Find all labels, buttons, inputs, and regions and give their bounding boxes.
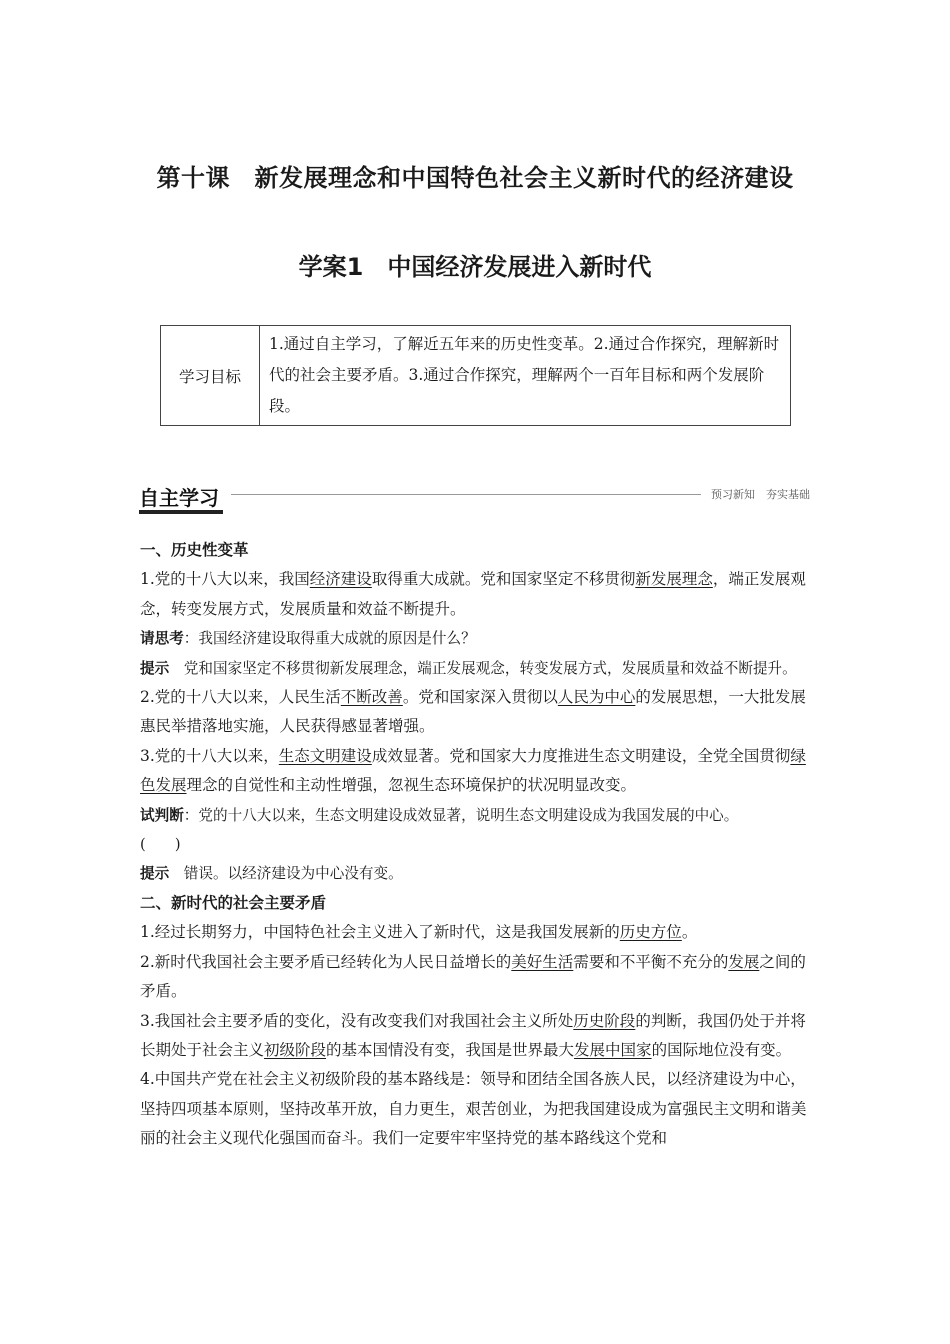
think-label: 请思考	[140, 630, 184, 648]
blank-answer: 初级阶段	[264, 1040, 327, 1059]
section-title: 自主学习	[139, 486, 219, 510]
text-span: 1.党的十八大以来，我国	[140, 570, 310, 589]
judge-text: ：党的十八大以来，生态文明建设成效显著，说明生态文明建设成为我国发展的中心。	[183, 806, 739, 824]
paragraph-2-2	[140, 948, 820, 1007]
text-span: 3.我国社会主要矛盾的变化，没有改变我们对我国社会主义所处	[140, 1011, 574, 1030]
paragraph-2-1	[140, 918, 820, 947]
text-span: 2.党的十八大以来，人民生活	[140, 688, 341, 707]
text-span: 的基本国情没有变，我国是世界最大	[326, 1040, 575, 1059]
text-span: 2.新时代我国社会主要矛盾已经转化为人民日益增长的	[140, 952, 512, 971]
heading-historic-change: 一、历史性变革	[140, 541, 249, 559]
text-span: 成效显著。党和国家大力度推进生态文明建设，全党全国贯彻	[371, 746, 791, 765]
text-span: 取得重大成就。党和国家坚定不移贯彻	[371, 570, 636, 589]
content-body	[140, 536, 820, 1154]
blank-answer: 历史阶段	[573, 1011, 636, 1030]
judge-question	[140, 801, 820, 830]
section-header	[139, 482, 810, 516]
blank-answer: 发展	[728, 952, 760, 971]
blank-answer: 发展中国家	[574, 1040, 652, 1059]
paragraph-1-1	[140, 565, 820, 624]
page-subtitle: 学案1 中国经济发展进入新时代	[298, 253, 652, 281]
blank-answer: 生态文明建设	[278, 746, 372, 765]
text-span: 。党和国家深入贯彻以	[402, 688, 558, 707]
section-tag: 预习新知 夯实基础	[711, 488, 810, 501]
blank-answer: 美好生活	[511, 952, 574, 971]
section-divider	[231, 494, 701, 495]
text-span: ，端正发展观念，转变发展方式，发展质量和效益不断提升。	[140, 570, 806, 618]
learning-goals-label: 学习目标	[161, 326, 260, 426]
judge-label: 试判断	[140, 806, 184, 824]
judge-paren: ( )	[140, 836, 181, 854]
hint-text: 错误。以经济建设为中心没有变。	[169, 865, 403, 883]
blank-answer: 人民为中心	[557, 688, 636, 707]
text-span: 。	[681, 923, 698, 942]
text-span: 需要和不平衡不充分的	[573, 952, 729, 971]
text-span: 的判断，我国仍处于并将长期处于社会主义	[140, 1011, 806, 1059]
text-span: 之间的矛盾。	[140, 952, 806, 1001]
text-span: 1.经过长期努力，中国特色社会主义进入了新时代，这是我国发展新的	[140, 923, 620, 942]
blank-answer: 经济建设	[309, 570, 372, 589]
paragraph-1-2	[140, 683, 820, 742]
heading-main-contradiction: 二、新时代的社会主要矛盾	[140, 893, 327, 912]
hint-1	[140, 654, 820, 683]
hint-text: 党和国家坚定不移贯彻新发展理念，端正发展观念，转变发展方式，发展质量和效益不断提升。	[169, 659, 797, 677]
text-span: 3.党的十八大以来，	[140, 746, 279, 765]
think-text: ：我国经济建设取得重大成就的原因是什么？	[183, 630, 476, 648]
paragraph-2-3	[140, 1007, 820, 1066]
paragraph-2-4: 4.中国共产党在社会主义初级阶段的基本路线是：领导和团结全国各族人民，以经济建设为中心，坚持四项基本原则，坚持改革开放，自力更生，艰苦创业，为把我国建设成为富强民主文明和谐美丽的社会主义现代化强国而奋斗。我们一定要牢牢坚持党的基本路线这个党和	[140, 1070, 807, 1148]
hint-label: 提示	[140, 865, 170, 883]
hint-2	[140, 859, 820, 888]
section-underline	[139, 510, 223, 514]
text-span: 的国际地位没有变。	[651, 1040, 792, 1059]
blank-answer: 历史方位	[619, 923, 682, 942]
learning-goals-table	[160, 325, 791, 426]
text-span: 理念的自觉性和主动性增强，忽视生态环境保护的状况明显改变。	[186, 776, 637, 795]
text-span: 的发展思想，一大批发展惠民举措落地实施，人民获得感显著增强。	[140, 688, 806, 736]
hint-label: 提示	[140, 659, 170, 677]
blank-answer: 不断改善	[340, 688, 403, 707]
learning-goals-text: 1.通过自主学习，了解近五年来的历史性变革。2.通过合作探究，理解新时代的社会主要矛盾。3.通过合作探究，理解两个一百年目标和两个发展阶段。	[260, 326, 791, 426]
page-title: 第十课 新发展理念和中国特色社会主义新时代的经济建设	[156, 164, 794, 192]
blank-answer: 新发展理念	[635, 570, 713, 589]
think-question	[140, 624, 820, 653]
blank-answer: 绿色发展	[140, 746, 806, 795]
paragraph-1-3	[140, 742, 820, 801]
